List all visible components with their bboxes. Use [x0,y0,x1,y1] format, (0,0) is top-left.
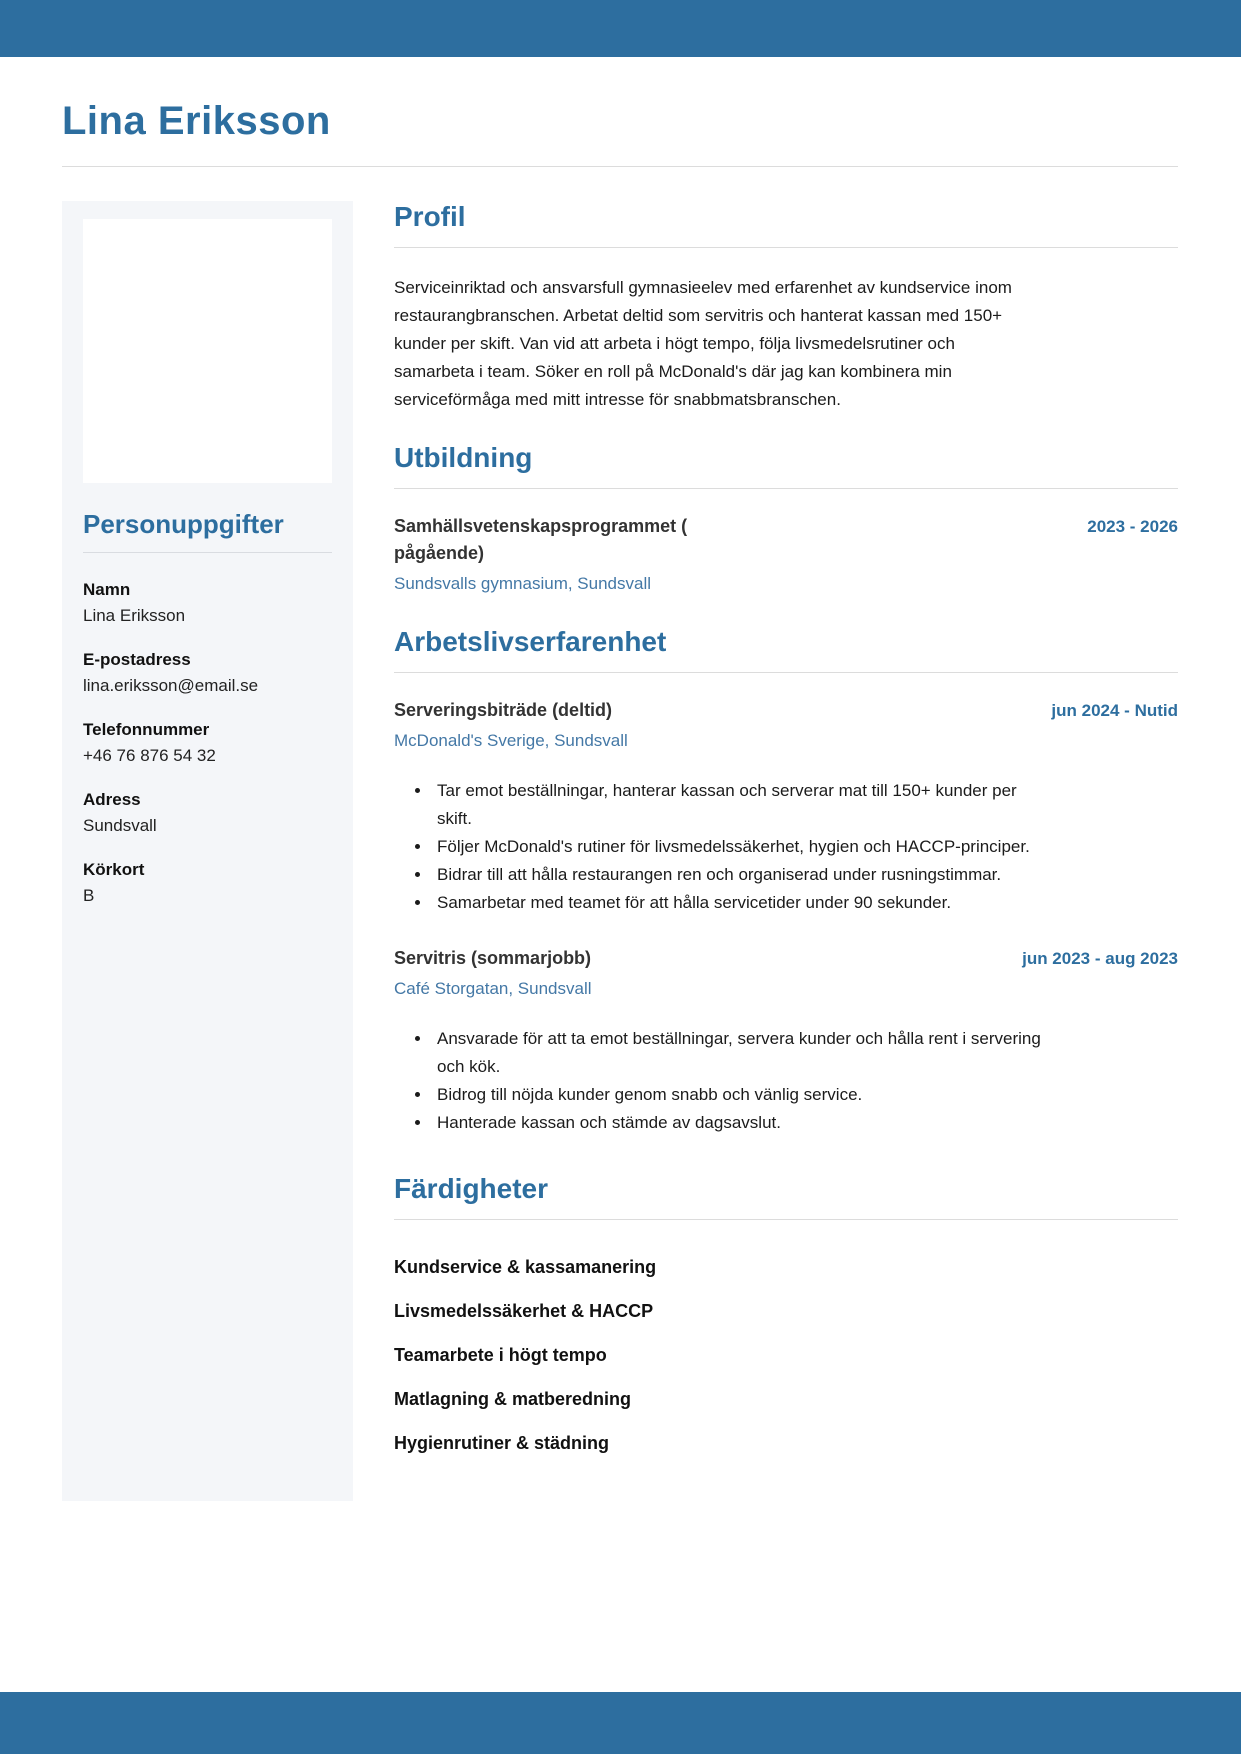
degree-title: Samhällsvetenskapsprogrammet ( pågående) [394,516,688,563]
sidebar-section-title: Personuppgifter [83,509,284,539]
school-link: Sundsvalls gymnasium, Sundsvall [394,574,652,593]
bullet-item: • Ansvarade för att ta emot beställningar, servera kunder och hålla rent i servering och kök. [432,1025,1042,1081]
experience-entry [394,945,1178,1001]
info-label: Körkort [83,860,145,879]
content [0,201,1241,1501]
section-divider [394,488,1178,489]
info-group-name [83,577,332,629]
education-entry [394,513,1178,596]
info-label: Telefonnummer [83,720,210,739]
section-title-experience: Arbetslivserfarenhet [394,626,667,657]
skill-item: Kundservice & kassamanering [394,1257,657,1277]
info-group-license [83,857,332,909]
skill-item: Hygienrutiner & städning [394,1433,610,1453]
page-title: Lina Eriksson [62,99,331,143]
header [0,97,1241,167]
employer-link: Café Storgatan, Sundsvall [394,979,592,998]
info-group-address [83,787,332,839]
main-column [394,201,1178,1476]
section-title-education: Utbildning [394,442,533,473]
experience-date-range: jun 2023 - aug 2023 [1022,949,1178,968]
info-label: Adress [83,790,141,809]
skill-item: Livsmedelssäkerhet & HACCP [394,1301,654,1321]
education-date-range: 2023 - 2026 [1087,517,1178,536]
job-title: Servitris (sommarjobb) [394,948,592,968]
info-value: lina.eriksson@email.se [83,676,259,695]
experience-entry-left [394,697,628,753]
job-bullet-list [394,1025,1042,1137]
info-value: Lina Eriksson [83,606,186,625]
experience-date-range: jun 2024 - Nutid [1051,701,1178,720]
photo-placeholder [83,219,332,483]
skill-item: Teamarbete i högt tempo [394,1345,607,1365]
bullet-item: • Samarbetar med teamet för att hålla servicetider under 90 sekunder. [432,889,1042,917]
section-title-profile: Profil [394,201,466,232]
header-divider [62,166,1178,167]
skill-item: Matlagning & matberedning [394,1389,632,1409]
profile-text: Serviceinriktad och ansvarsfull gymnasieelev med erfarenhet av kundservice inom restaurangbranschen. Arbetat deltid som servitris och hanterat kassan med 150+ kunder per skift. Van vid att arbeta i högt tempo, följa livsmedelsrutiner och samarbeta i team. Söker en roll på McDonald's där jag kan kombinera min serviceförmåga med mitt intresse för snabbmatsbranschen. [394,278,1012,409]
bullet-item: • Bidrog till nöjda kunder genom snabb och vänlig service. [432,1081,1042,1109]
sidebar-divider [83,552,332,553]
bullet-item: • Tar emot beställningar, hanterar kassan och serverar mat till 150+ kunder per skift. [432,777,1042,833]
section-title-skills: Färdigheter [394,1173,549,1204]
info-value: Sundsvall [83,816,157,835]
job-bullet-list [394,777,1042,917]
bullet-item: • Bidrar till att hålla restaurangen ren och organiserad under rusningstimmar. [432,861,1042,889]
section-divider [394,1219,1178,1220]
section-divider [394,247,1178,248]
info-label: Namn [83,580,131,599]
employer-link: McDonald's Sverige, Sundsvall [394,731,628,750]
sidebar [62,201,353,1501]
top-accent-bar [0,0,1241,57]
skills-list [394,1256,1178,1454]
info-group-phone [83,717,332,769]
bullet-item: • Följer McDonald's rutiner för livsmedelssäkerhet, hygien och HACCP-principer. [432,833,1042,861]
education-entry-left [394,513,764,596]
info-group-email [83,647,332,699]
info-label: E-postadress [83,650,191,669]
section-divider [394,672,1178,673]
personal-info [83,577,332,909]
job-title: Serveringsbiträde (deltid) [394,700,613,720]
bullet-item: • Hanterade kassan och stämde av dagsavslut. [432,1109,1042,1137]
experience-entry-left [394,945,592,1001]
bottom-accent-bar [0,1692,1241,1754]
info-value: B [83,886,95,905]
experience-entry [394,697,1178,753]
info-value: +46 76 876 54 32 [83,746,216,765]
